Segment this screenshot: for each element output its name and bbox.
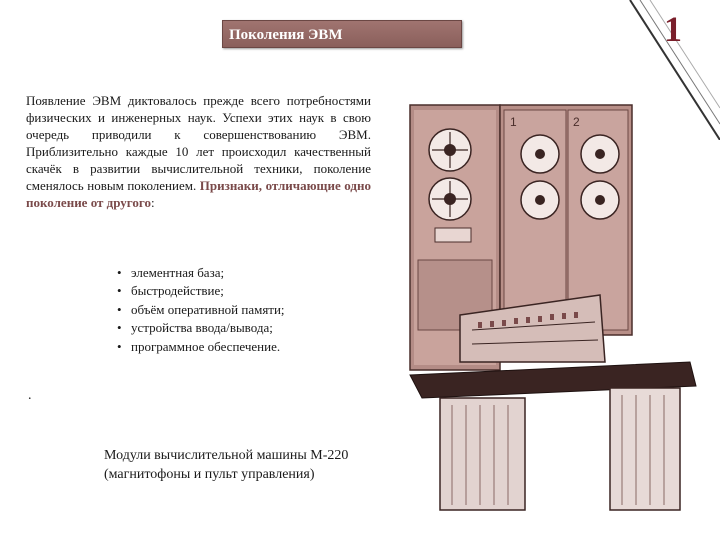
photo-caption: [104, 446, 348, 484]
intro-text-block: [26, 92, 371, 211]
intro-paragraph: Появление ЭВМ диктовалось прежде всего потребностями физических и инженерных наук. Успехи этих наук в свою очередь приводили к совершенствованию ЭВМ. Приблизительно каждые 10 лет происходил качественный скачёк в развитии вычислительной техники, поколение сменялось новым поколением.: [26, 93, 371, 193]
m220-computer-photo: [400, 100, 700, 515]
stray-dot: .: [28, 388, 32, 403]
caption-line-1: Модули вычислительной машины М-220: [104, 448, 349, 463]
list-item: • объём оперативной памяти;: [117, 301, 285, 319]
svg-text:2: 2: [573, 115, 580, 129]
list-item: • устройства ввода/вывода;: [117, 319, 285, 337]
list-item: • программное обеспечение.: [117, 338, 285, 356]
svg-text:1: 1: [510, 115, 517, 129]
slide-title-text: Поколения ЭВМ: [229, 27, 343, 43]
caption-line-2: (магнитофоны и пульт управления): [104, 467, 315, 482]
features-list: [117, 264, 285, 356]
features-subheading-colon: :: [150, 195, 155, 210]
list-item: • элементная база;: [117, 264, 285, 282]
slide-number: 1: [664, 9, 682, 49]
list-item: • быстродействие;: [117, 282, 285, 300]
slide-title: [222, 20, 462, 48]
features-subheading: Признаки, отличающие одно поколение от другого: [26, 178, 371, 210]
